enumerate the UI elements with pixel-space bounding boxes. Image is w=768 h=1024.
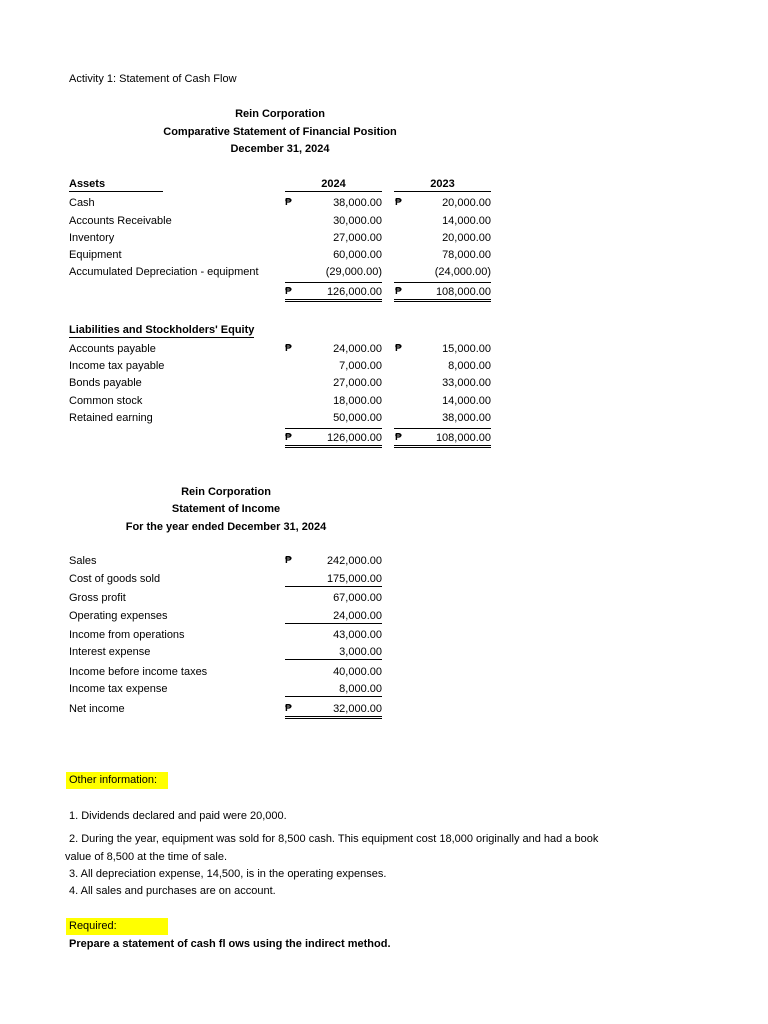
other-info-item: 3. All depreciation expense, 14,500, is in the operating expenses. [69, 868, 387, 880]
liab-total-rule-2024 [285, 428, 382, 429]
peso-sign: ₱ [285, 555, 292, 566]
col-2024-header: 2024 [285, 177, 382, 192]
income-value: 175,000.00 [285, 572, 382, 587]
income-label: Operating expenses [69, 610, 168, 622]
income-value: 8,000.00 [285, 682, 382, 697]
assets-total-2023: 108,000.00 [394, 285, 491, 302]
assets-total-2024: 126,000.00 [285, 285, 382, 302]
peso-sign: ₱ [395, 343, 402, 354]
sfp-company: Rein Corporation [235, 108, 325, 120]
asset-2024: (29,000.00) [325, 266, 382, 278]
peso-sign: ₱ [395, 197, 402, 208]
asset-label: Equipment [69, 249, 122, 261]
activity-title: Activity 1: Statement of Cash Flow [69, 73, 237, 85]
assets-total-rule-2023 [394, 282, 491, 283]
liab-total-rule-2023 [394, 428, 491, 429]
peso-sign: ₱ [285, 432, 292, 443]
liability-label: Income tax payable [69, 360, 165, 372]
asset-label: Accumulated Depreciation - equipment [69, 266, 259, 278]
other-info-item: 4. All sales and purchases are on account. [69, 885, 276, 897]
income-label: Income from operations [69, 629, 185, 641]
income-value: 24,000.00 [285, 609, 382, 624]
liability-2023: 8,000.00 [448, 360, 491, 372]
col-2023-header: 2023 [394, 177, 491, 192]
income-label: Sales [69, 555, 97, 567]
income-value: 242,000.00 [326, 555, 382, 567]
peso-sign: ₱ [285, 286, 292, 297]
peso-sign: ₱ [395, 286, 402, 297]
liability-2023: 14,000.00 [442, 395, 491, 407]
sfp-date: December 31, 2024 [230, 143, 330, 155]
liab-total-2023: 108,000.00 [394, 431, 491, 448]
income-company: Rein Corporation [181, 486, 271, 498]
assets-header: Assets [69, 177, 163, 192]
other-info-item: 2. During the year, equipment was sold for 8,500 cash. This equipment cost 18,000 originally and had a book [69, 833, 599, 845]
required-text: Prepare a statement of cash fl ows using the indirect method. [69, 938, 391, 950]
liability-2024: 18,000.00 [333, 395, 382, 407]
asset-label: Inventory [69, 232, 115, 244]
asset-label: Accounts Receivable [69, 215, 172, 227]
asset-2023: 14,000.00 [442, 215, 491, 227]
peso-sign: ₱ [395, 432, 402, 443]
liab-total-2024: 126,000.00 [285, 431, 382, 448]
liability-2023: 38,000.00 [442, 412, 491, 424]
income-label: Cost of goods sold [69, 573, 161, 585]
assets-total-rule-2024 [285, 282, 382, 283]
asset-label: Cash [69, 197, 95, 209]
income-label: Interest expense [69, 646, 151, 658]
asset-2024: 30,000.00 [333, 215, 382, 227]
other-info-item: 1. Dividends declared and paid were 20,000. [69, 810, 287, 822]
net-income-value: 32,000.00 [285, 702, 382, 719]
required-header: Required: [66, 918, 168, 935]
liability-label: Retained earning [69, 412, 153, 424]
income-label: Gross profit [69, 592, 126, 604]
liability-label: Accounts payable [69, 343, 156, 355]
income-value: 40,000.00 [333, 666, 382, 678]
peso-sign: ₱ [285, 703, 292, 714]
other-info-item: value of 8,500 at the time of sale. [65, 851, 228, 863]
peso-sign: ₱ [285, 197, 292, 208]
liability-label: Common stock [69, 395, 143, 407]
asset-2023: (24,000.00) [434, 266, 491, 278]
asset-2024: 27,000.00 [333, 232, 382, 244]
asset-2024: 60,000.00 [333, 249, 382, 261]
asset-2024: 38,000.00 [333, 197, 382, 209]
income-label: Income tax expense [69, 683, 168, 695]
asset-2023: 20,000.00 [442, 232, 491, 244]
liability-2024: 7,000.00 [339, 360, 382, 372]
income-label: Net income [69, 703, 125, 715]
liability-2024: 24,000.00 [333, 343, 382, 355]
sfp-title: Comparative Statement of Financial Position [163, 126, 397, 138]
income-title: Statement of Income [171, 503, 281, 515]
asset-2023: 78,000.00 [442, 249, 491, 261]
income-label: Income before income taxes [69, 666, 208, 678]
other-info-header: Other information: [66, 772, 168, 789]
peso-sign: ₱ [285, 343, 292, 354]
liability-2023: 33,000.00 [442, 377, 491, 389]
liability-2024: 50,000.00 [333, 412, 382, 424]
asset-2023: 20,000.00 [442, 197, 491, 209]
liability-2024: 27,000.00 [333, 377, 382, 389]
income-period: For the year ended December 31, 2024 [125, 521, 327, 533]
liabilities-header: Liabilities and Stockholders' Equity [69, 324, 255, 336]
income-value: 43,000.00 [333, 629, 382, 641]
liability-label: Bonds payable [69, 377, 142, 389]
income-value: 3,000.00 [285, 645, 382, 660]
income-value: 67,000.00 [333, 592, 382, 604]
liability-2023: 15,000.00 [442, 343, 491, 355]
